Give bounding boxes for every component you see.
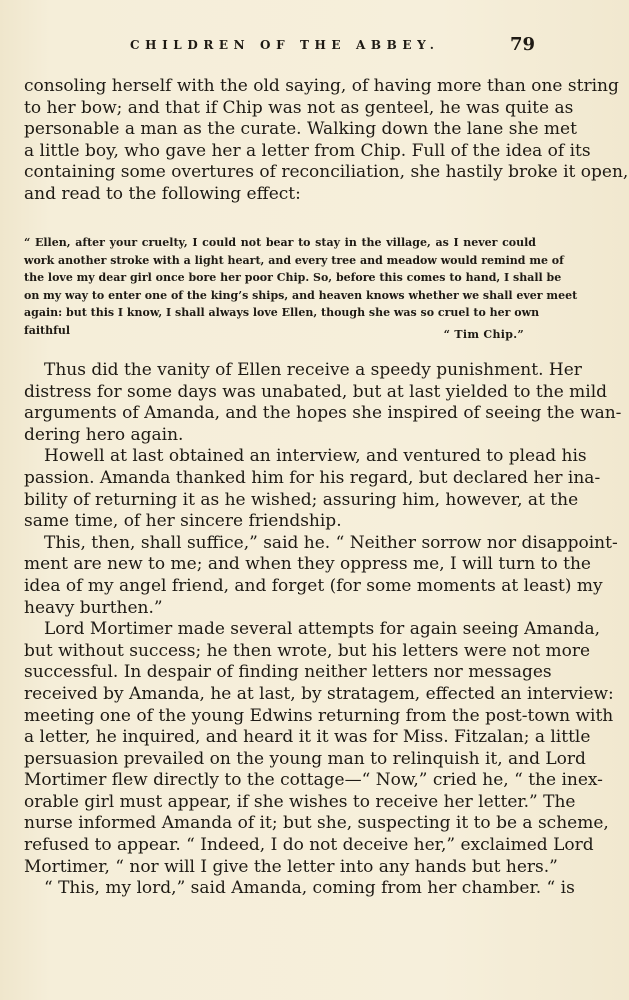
- quoted-letter: [24, 234, 578, 341]
- text-line: to her bow; and that if Chip was not as genteel, he was quite as: [24, 97, 574, 118]
- text-line: personable a man as the curate. Walking down the lane she met: [24, 119, 577, 140]
- text-line: arguments of Amanda, and the hopes she inspired of seeing the wan-: [24, 403, 622, 424]
- text-line: passion. Amanda thanked him for his regard, but declared her ina-: [24, 467, 601, 488]
- text-line: but without success; he then wrote, but his letters were not more: [24, 640, 591, 661]
- text-line: orable girl must appear, if she wishes to receive her letter.” The: [24, 791, 576, 812]
- text-line: dering hero again.: [24, 424, 184, 445]
- opening-paragraph: [24, 76, 629, 206]
- text-line: containing some overtures of reconciliation, she hastily broke it open,: [24, 162, 629, 183]
- paragraph: [24, 360, 622, 446]
- text-line: refused to appear. “ Indeed, I do not deceive her,” exclaimed Lord: [24, 835, 594, 856]
- letter-line: on my way to enter one of the king’s ships, and heaven knows whether we shall ever meet: [24, 288, 578, 302]
- text-line: consoling herself with the old saying, of having more than one string: [24, 76, 619, 96]
- text-line: Thus did the vanity of Ellen receive a speedy punishment. Her: [44, 360, 582, 380]
- text-line: and read to the following effect:: [24, 183, 301, 204]
- letter-line: “ Ellen, after your cruelty, I could not bear to stay in the village, as I never could: [24, 236, 536, 249]
- text-line: This, then, shall suffice,” said he. “ Neither sorrow nor disappoint-: [44, 532, 618, 553]
- paragraph: [24, 446, 601, 532]
- letter-signature: “ Tim Chip.”: [443, 328, 524, 341]
- text-line: heavy burthen.”: [24, 597, 163, 618]
- main-text: [24, 360, 622, 900]
- letter-line: again: but this I know, I shall always love Ellen, though she was so cruel to her own: [24, 306, 540, 319]
- letter-line: work another stroke with a light heart, and every tree and meadow would remind me of: [24, 253, 564, 267]
- text-line: ment are new to me; and when they oppress me, I will turn to the: [24, 554, 591, 575]
- text-line: Lord Mortimer made several attempts for again seeing Amanda,: [44, 619, 601, 640]
- text-line: distress for some days was unabated, but at last yielded to the mild: [24, 381, 608, 402]
- letter-line: the love my dear girl once bore her poor Chip. So, before this comes to hand, I shall be: [24, 271, 562, 284]
- text-line: a letter, he inquired, and heard it it was for Miss. Fitzalan; a little: [24, 727, 591, 748]
- text-line: Mortimer flew directly to the cottage—“ Now,” cried he, “ the inex-: [24, 770, 603, 791]
- paragraph: [24, 878, 575, 900]
- letter-line: faithful: [24, 323, 71, 337]
- text-line: meeting one of the young Edwins returning from the post-town with: [24, 705, 614, 726]
- text-line: nurse informed Amanda of it; but she, suspecting it to be a scheme,: [24, 813, 609, 834]
- text-line: Howell at last obtained an interview, and ventured to plead his: [44, 446, 587, 467]
- page-number: 79: [510, 34, 536, 55]
- text-line: a little boy, who gave her a letter from Chip. Full of the idea of its: [24, 140, 591, 161]
- paragraph: [24, 532, 618, 619]
- text-line: received by Amanda, he at last, by stratagem, effected an interview:: [24, 683, 614, 704]
- text-line: Mortimer, “ nor will I give the letter into any hands but hers.”: [24, 856, 558, 877]
- text-line: same time, of her sincere friendship.: [24, 511, 342, 532]
- text-line: idea of my angel friend, and forget (for some moments at least) my: [24, 575, 603, 596]
- paragraph: [24, 619, 614, 878]
- text-line: successful. In despair of finding neither letters nor messages: [24, 662, 552, 683]
- page-header: [24, 34, 536, 58]
- text-line: persuasion prevailed on the young man to relinquish it, and Lord: [24, 748, 586, 769]
- running-title: CHILDREN OF THE ABBEY.: [130, 38, 440, 52]
- text-line: bility of returning it as he wished; assuring him, however, at the: [24, 489, 579, 510]
- text-line: “ This, my lord,” said Amanda, coming from her chamber. “ is: [44, 878, 575, 899]
